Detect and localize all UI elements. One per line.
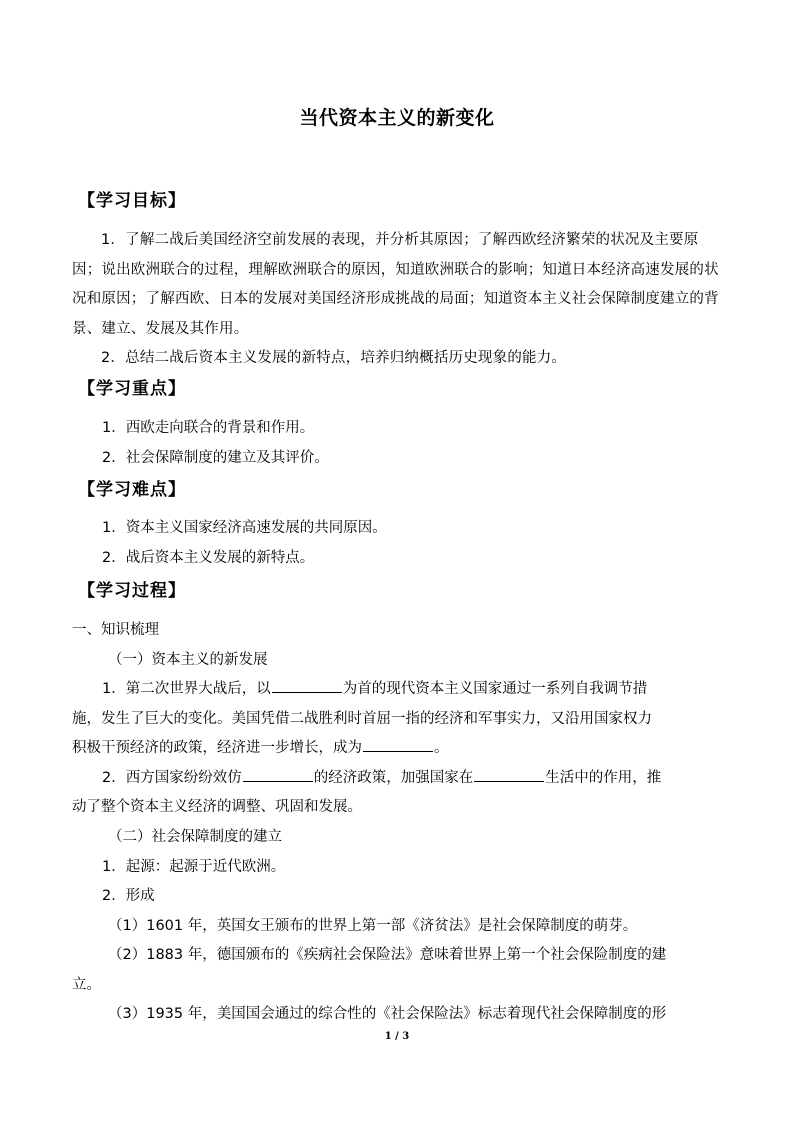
key-points-heading: 【学习重点】	[78, 379, 186, 399]
formation-item-3: （3）1935 年，美国国会通过的综合性的《社会保险法》标志着现代社会保障制度的形	[108, 1006, 667, 1022]
difficulty-item-2: 2．战后资本主义发展的新特点。	[102, 550, 315, 566]
process-heading: 【学习过程】	[78, 581, 186, 601]
objectives-body	[72, 226, 722, 374]
key-point-item-2: 2．社会保障制度的建立及其评价。	[102, 450, 329, 466]
social-security-subheading: （二）社会保障制度的建立	[108, 829, 282, 845]
fill-paragraph-1-line-1: 1．第二次世界大战后，以 为首的现代资本主义国家通过一系列自我调节措	[102, 678, 647, 700]
key-point-item-1: 1．西欧走向联合的背景和作用。	[102, 420, 315, 436]
objectives-heading: 【学习目标】	[78, 191, 186, 211]
knowledge-sort-subheading: 一、知识梳理	[72, 622, 159, 638]
answer-blank[interactable]	[243, 767, 313, 782]
fill-paragraph-1-line-3: 积极干预经济的政策，经济进一步增长，成为 。	[72, 737, 449, 759]
objective-item-2: 2．总结二战后资本主义发展的新特点，培养归纳概括历史现象的能力。	[101, 350, 567, 366]
new-development-subheading: （一）资本主义的新发展	[108, 652, 268, 668]
origin-line: 1．起源：起源于近代欧洲。	[102, 859, 286, 875]
document-title: 当代资本主义的新变化	[299, 107, 495, 129]
answer-blank[interactable]	[363, 737, 433, 752]
formation-item-1: （1）1601 年，英国女王颁布的世界上第一部《济贫法》是社会保障制度的萌芽。	[108, 918, 638, 934]
fill-paragraph-2-line-2: 动了整个资本主义经济的调整、巩固和发展。	[72, 799, 362, 815]
answer-blank[interactable]	[474, 767, 544, 782]
fill-paragraph-2-line-1: 2．西方国家纷纷效仿 的经济政策，加强国家在 生活中的作用，推	[102, 767, 661, 789]
difficulties-heading: 【学习难点】	[78, 480, 186, 500]
difficulty-item-1: 1．资本主义国家经济高速发展的共同原因。	[102, 520, 387, 536]
page-number: 1 / 3	[384, 1031, 410, 1042]
fill-paragraph-1-line-2: 施，发生了巨大的变化。美国凭借二战胜利时首屈一指的经济和军事实力，又沿用国家权力	[72, 711, 652, 727]
formation-item-2-cont: 立。	[72, 977, 101, 993]
formation-item-2: （2）1883 年，德国颁布的《疾病社会保险法》意味着世界上第一个社会保险制度的建	[108, 947, 667, 963]
objective-item-1: 1．了解二战后美国经济空前发展的表现，并分析其原因；了解西欧经济繁荣的状况及主要原因；说出欧洲联合的过程，理解欧洲联合的原因，知道欧洲联合的影响；知道日本经济高速发展的状况和原因；了解西欧、日本的发展对美国经济形成挑战的局面；知道资本主义社会保障制度建立的背景、建立、发展及其作用。	[72, 232, 719, 337]
answer-blank[interactable]	[272, 678, 342, 693]
formation-line: 2．形成	[102, 888, 155, 904]
